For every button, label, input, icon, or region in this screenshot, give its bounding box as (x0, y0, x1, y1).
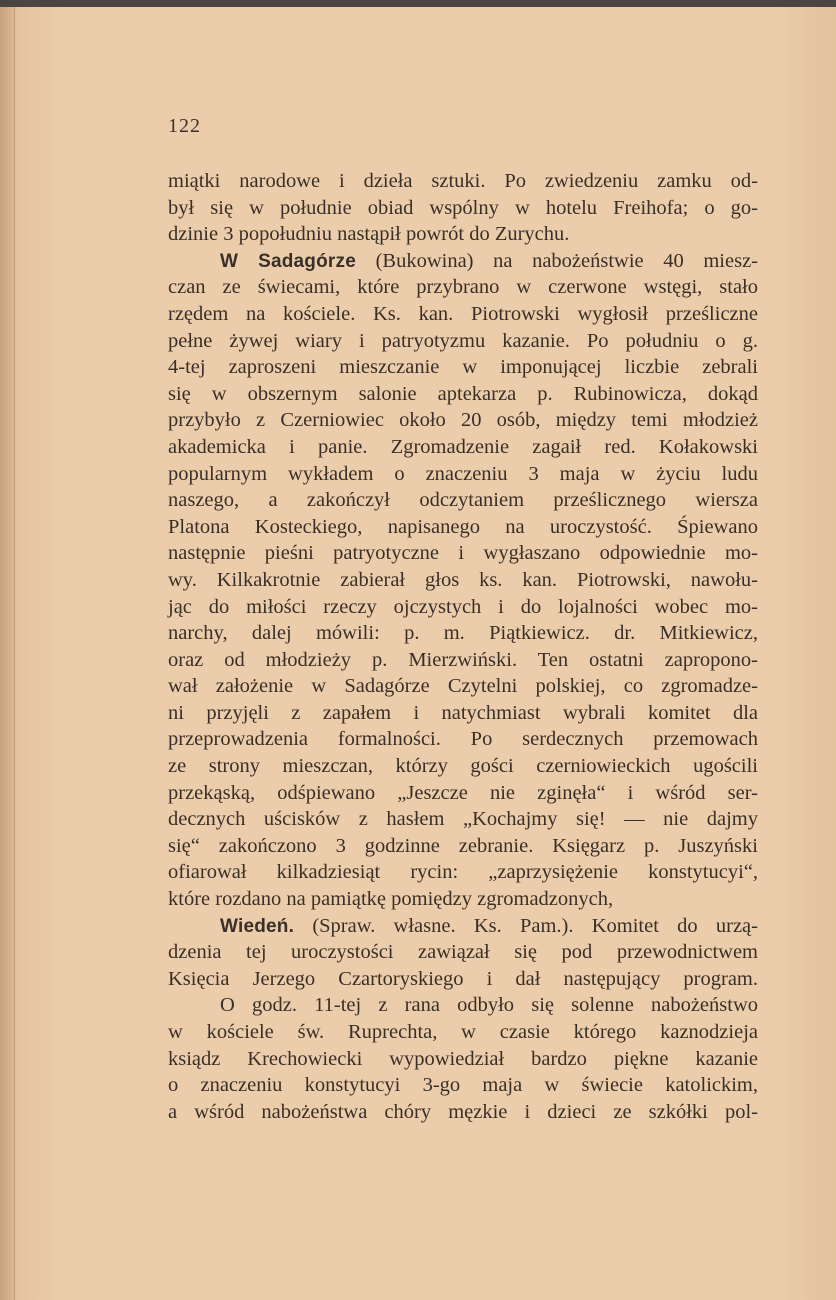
text-line (168, 726, 758, 753)
text-line (168, 301, 758, 328)
line-text: (Bukowina) na nabożeństwie 40 miesz- (355, 249, 758, 272)
body-text (168, 168, 758, 1125)
line-text: O godz. 11-tej z rana odbyło się solenne nabożeństwo (220, 994, 758, 1017)
text-line (168, 833, 758, 860)
text-line (168, 248, 758, 275)
line-text: był się w południe obiad wspólny w hotelu Freihofa; o go- (168, 196, 758, 219)
text-line (168, 1046, 758, 1073)
text-line (168, 381, 758, 408)
text-line (168, 886, 758, 913)
line-text: naszego, a zakończył odczytaniem prześlicznego wiersza (168, 489, 758, 512)
text-line (168, 274, 758, 301)
text-line (168, 913, 758, 940)
text-line (168, 966, 758, 993)
page-number: 122 (168, 115, 201, 137)
text-line (168, 328, 758, 355)
text-line (168, 859, 758, 886)
text-line (168, 221, 758, 248)
text-line (168, 806, 758, 833)
line-text: jąc do miłości rzeczy ojczystych i do lojalności wobec mo- (168, 595, 758, 618)
line-text: wy. Kilkakrotnie zabierał głos ks. kan. Piotrowski, nawołu- (168, 568, 758, 591)
text-line (168, 647, 758, 674)
text-line (168, 673, 758, 700)
text-line (168, 354, 758, 381)
line-text: przeprowadzenia formalności. Po serdecznych przemowach (168, 728, 758, 751)
line-text: 4-tej zaproszeni mieszczanie w imponującej liczbie zebrali (168, 356, 758, 379)
text-line (168, 700, 758, 727)
line-text: przybyło z Czerniowiec około 20 osób, między temi młodzież (168, 409, 758, 432)
line-text: akademicka i panie. Zgromadzenie zagaił red. Kołakowski (168, 435, 758, 458)
line-text: Platona Kosteckiego, napisanego na uroczystość. Śpiewano (168, 515, 758, 538)
line-text: czan ze świecami, które przybrano w czerwone wstęgi, stało (168, 276, 758, 299)
text-line (168, 195, 758, 222)
text-line (168, 514, 758, 541)
line-text: popularnym wykładem o znaczeniu 3 maja w życiu ludu (168, 462, 758, 485)
line-text: narchy, dalej mówili: p. m. Piątkiewicz. dr. Mitkiewicz, (168, 622, 758, 645)
line-text: o znaczeniu konstytucyi 3-go maja w świecie katolickim, (168, 1074, 758, 1097)
line-text: oraz od młodzieży p. Mierzwiński. Ten ostatni zapropono- (168, 648, 758, 671)
text-line (168, 540, 758, 567)
line-text: pełne żywej wiary i patryotyzmu kazanie. Po południu o g. (168, 329, 758, 352)
line-text: ksiądz Krechowiecki wypowiedział bardzo piękne kazanie (168, 1047, 758, 1070)
line-text: które rozdano na pamiątkę pomiędzy zgromadzonych, (168, 888, 614, 911)
line-text: (Spraw. własne. Ks. Pam.). Komitet do urzą- (294, 914, 758, 937)
text-line (168, 487, 758, 514)
text-line (168, 434, 758, 461)
text-line (168, 168, 758, 195)
section-heading: W Sadagórze (220, 250, 356, 272)
text-line (168, 567, 758, 594)
line-text: ofiarował kilkadziesiąt rycin: „zaprzysiężenie konstytucyi“, (168, 861, 758, 884)
line-text: się“ zakończono 3 godzinne zebranie. Księgarz p. Juszyński (168, 834, 758, 857)
section-heading: Wiedeń. (220, 915, 295, 937)
line-text: ni przyjęli z zapałem i natychmiast wybrali komitet dla (168, 701, 758, 724)
line-text: a wśród nabożeństwa chóry męzkie i dzieci ze szkółki pol- (168, 1100, 758, 1123)
line-text: się w obszernym salonie aptekarza p. Rubinowicza, dokąd (168, 382, 758, 405)
text-line (168, 407, 758, 434)
line-text: dzinie 3 popołudniu nastąpił powrót do Zurychu. (168, 223, 570, 246)
text-line (168, 620, 758, 647)
line-text: ze strony mieszczan, którzy gości czerniowieckich ugościli (168, 755, 758, 778)
line-text: dzenia tej uroczystości zawiązał się pod przewodnictwem (168, 941, 758, 964)
text-line (168, 1072, 758, 1099)
text-line (168, 1099, 758, 1126)
line-text: rzędem na kościele. Ks. kan. Piotrowski wygłosił prześliczne (168, 302, 758, 325)
text-line (168, 594, 758, 621)
text-line (168, 780, 758, 807)
text-line (168, 939, 758, 966)
line-text: decznych uścisków z hasłem „Kochajmy się! — nie dajmy (168, 808, 758, 831)
text-line (168, 461, 758, 488)
text-line (168, 753, 758, 780)
text-line (168, 1019, 758, 1046)
page-binding-edge (0, 7, 15, 1300)
line-text: wał założenie w Sadagórze Czytelni polskiej, co zgromadze- (168, 675, 758, 698)
line-text: następnie pieśni patryotyczne i wygłaszano odpowiednie mo- (168, 542, 758, 565)
line-text: przekąską, odśpiewano „Jeszcze nie zginęła“ i wśród ser- (168, 781, 758, 804)
line-text: Księcia Jerzego Czartoryskiego i dał następujący program. (168, 967, 758, 990)
top-edge-shadow (0, 0, 836, 7)
line-text: miątki narodowe i dzieła sztuki. Po zwiedzeniu zamku od- (168, 170, 758, 192)
text-line (168, 992, 758, 1019)
line-text: w kościele św. Ruprechta, w czasie którego kaznodzieja (168, 1021, 758, 1043)
